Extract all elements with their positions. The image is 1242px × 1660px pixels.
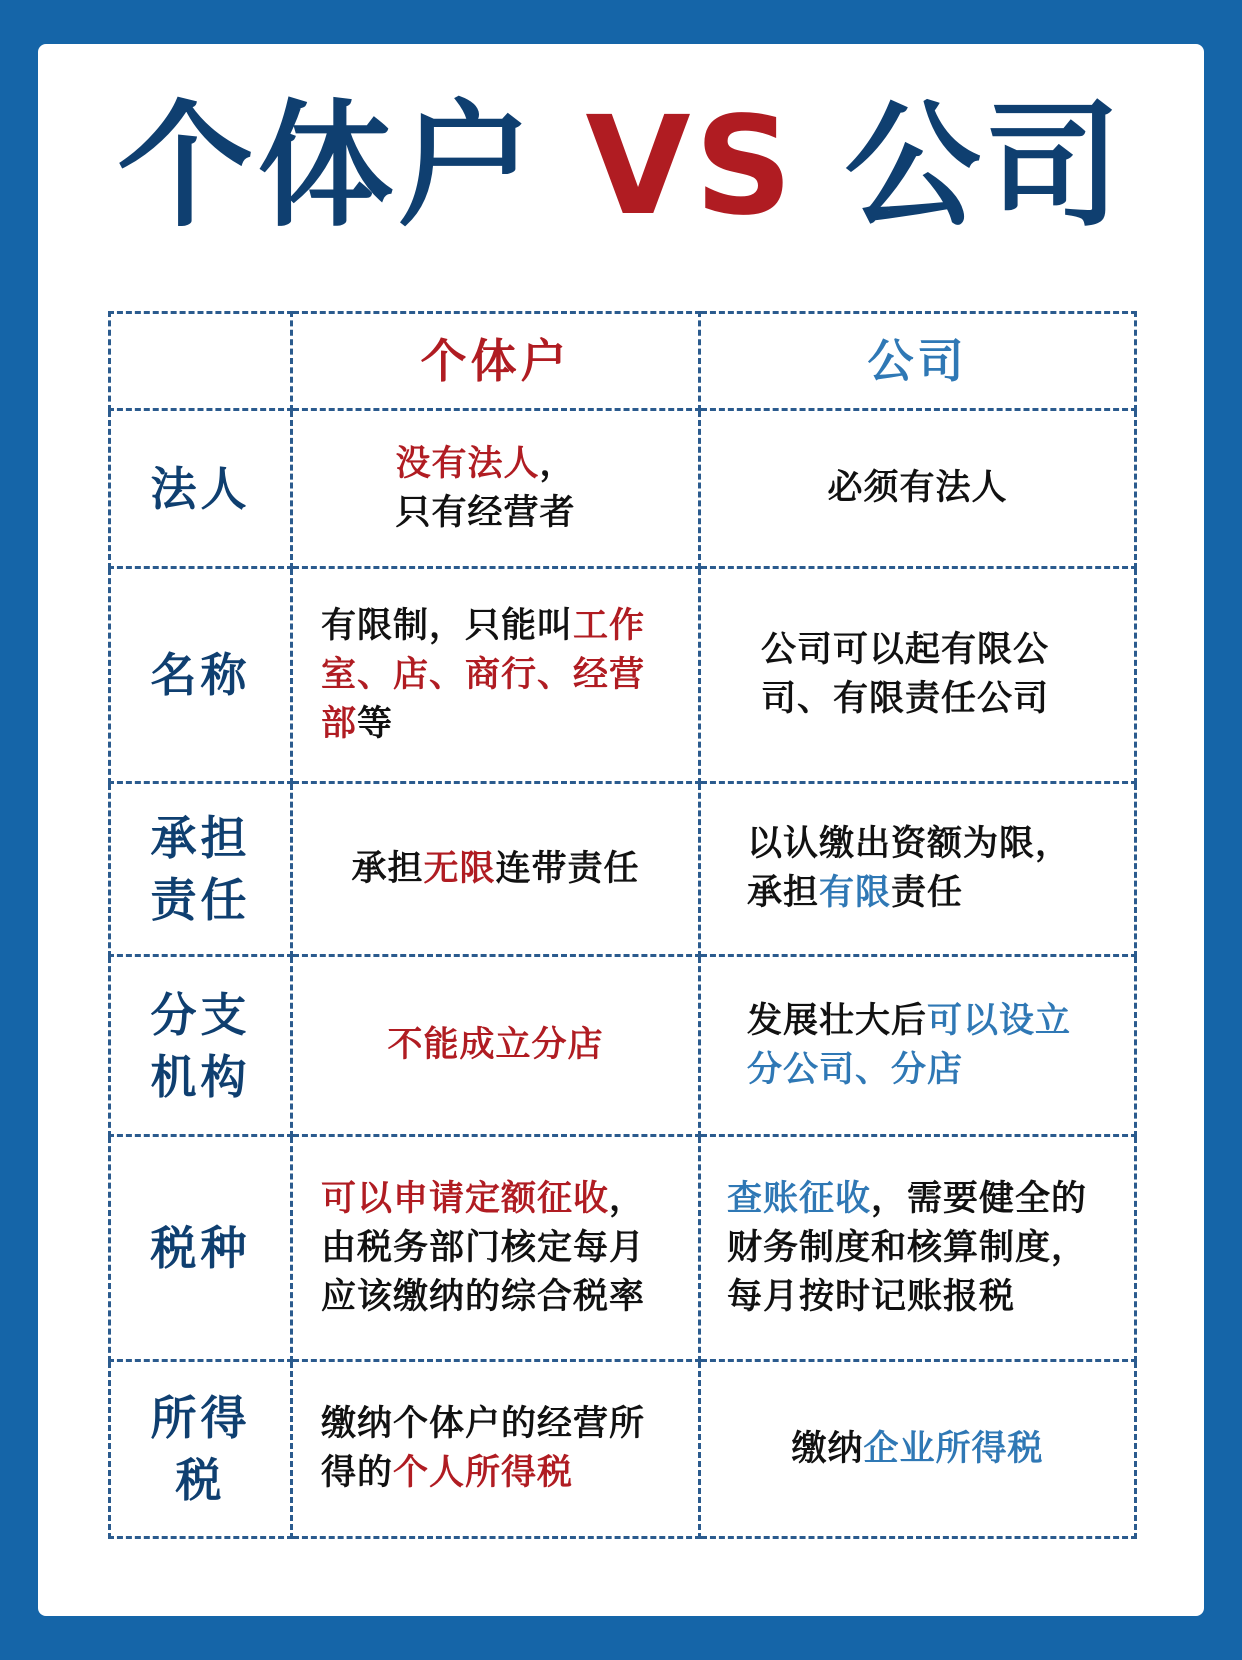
cell-text: 责任 [891,873,964,913]
cell-highlight: 个人所得税 [393,1453,574,1493]
gongsi-cell [700,1136,1136,1361]
cell-text: ， [539,443,576,484]
header-empty-cell [110,313,292,410]
title-vs: VS [585,88,797,246]
cell-text: 以认缴出资额为限，承担 [747,824,1072,913]
cell-highlight: 无限 [423,848,496,889]
cell-text: 发展壮大后 [747,1000,928,1041]
cell-text: 等 [357,703,394,744]
table-row [110,956,1136,1136]
gongsi-cell [700,568,1136,783]
table-row [110,783,1136,956]
row-label: 名称 [110,568,292,783]
column-header-gongsi: 公司 [700,313,1136,410]
geti-cell [292,568,700,783]
geti-cell [292,1361,700,1538]
table-row [110,1136,1136,1361]
geti-cell [292,1136,700,1361]
page-title [0,88,1242,246]
geti-cell [292,956,700,1136]
cell-highlight: 可以申请定额征收 [321,1178,610,1219]
cell-text: 公司可以起有限公司、有限责任公司 [761,630,1050,719]
cell-text: ，需要健全的财务制度和核算制度，每月按时记账报税 [727,1178,1088,1317]
gongsi-cell [700,783,1136,956]
gongsi-cell [700,1361,1136,1538]
row-label: 税种 [110,1136,292,1361]
cell-text: 缴纳 [791,1428,864,1469]
cell-highlight: 没有法人 [395,443,540,484]
table-row [110,568,1136,783]
table-header-row [110,313,1136,410]
cell-text: ，由税务部门核定每月应该缴纳的综合税率 [321,1178,646,1317]
cell-highlight: 工作室、店、商行、经营部 [321,605,646,744]
cell-text: 只有经营者 [395,492,576,533]
cell-highlight: 查账征收 [727,1178,872,1219]
geti-cell [292,410,700,568]
cell-text: 必须有法人 [827,468,1008,508]
row-label: 承担责任 [110,783,292,956]
cell-highlight: 有限 [819,873,892,913]
cell-text: 承担 [351,848,424,889]
table-row [110,410,1136,568]
table-row [110,1361,1136,1538]
cell-text: 连带责任 [495,848,640,889]
column-header-geti: 个体户 [292,313,700,410]
gongsi-cell [700,410,1136,568]
cell-highlight: 企业所得税 [863,1428,1044,1469]
geti-cell [292,783,700,956]
title-right: 公司 [844,88,1125,246]
cell-text: 缴纳个体户的经营所得的 [321,1404,646,1493]
gongsi-cell [700,956,1136,1136]
title-left: 个体户 [117,88,538,246]
cell-highlight: 可以设立分公司、分店 [747,1000,1072,1090]
row-label: 所得税 [110,1361,292,1538]
cell-highlight: 不能成立分店 [387,1025,604,1065]
row-label: 分支机构 [110,956,292,1136]
cell-text: 有限制，只能叫 [321,605,574,646]
comparison-table [108,311,1137,1539]
row-label: 法人 [110,410,292,568]
